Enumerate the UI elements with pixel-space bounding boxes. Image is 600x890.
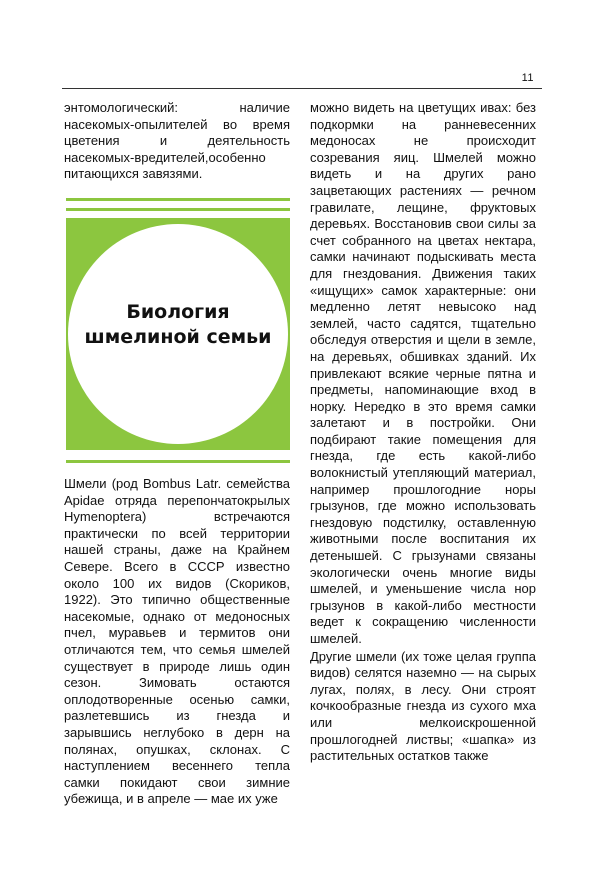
right-paragraph-1: можно видеть на цветущих ивах: без подкормки на ранневесенних медоносах не происходит созревания яиц. Шмелей можно видеть и на других рано зацветающих растениях — речном гравилате, лещине, фруктовых деревьях. Восстановив свои силы за счет собранного на цветах нектара, самки начинают подыскивать места для гнездования. Движения таких «ищущих» самок характерные: они медленно летят невысоко над землей, часто садятся, тщательно обследуя отверстия и щели в земле, на деревьях, обшивках зданий. Их привлекают всякие черные пятна и предметы, напоминающие вход в норку. Нередко в это время самки залетают и в постройки. Они подбирают такие помещения для гнезда, где есть какой-либо волокнистый утепляющий материал, например прошлогодние норы грызунов, где можно использовать гнездовую подстилку, оставленную животными после воспитания их детенышей. С грызунами связаны экологически очень многие виды шмелей, и уменьшение числа нор грызунов в какой-либо местности ведет к сокращению численности шмелей.	[310, 100, 536, 646]
right-column	[310, 100, 536, 765]
green-rule-upper	[66, 208, 290, 211]
header-rule	[62, 88, 542, 89]
intro-paragraph: энтомологический: наличие насекомых-опылителей во время цветения и деятельность насекомых-вредителей,особенно питающихся завязями.	[64, 100, 290, 182]
green-rule-bottom	[66, 460, 290, 463]
bumblebee-intro-paragraph: Шмели (род Bombus Latr. семейства Apidae отряда перепончатокрылых Hymenoptera) встречаются практически по всей территории нашей страны, даже на Крайнем Севере. Всего в СССР известно около 100 их видов (Скориков, 1922). Это типично общественные насекомые, однако от медоносных пчел, муравьев и термитов они отличаются тем, что семья шмелей существует в природе лишь один сезон. Зимовать остаются оплодотворенные осенью самки, разлетевшись из гнезда и зарывшись неглубоко в дерн на полянах, опушках, склонах. С наступлением весеннего тепла самки покидают свои зимние убежища, и в апреле — мае их уже	[64, 476, 290, 807]
chapter-title	[66, 300, 290, 350]
left-column-top	[64, 100, 290, 183]
chapter-title-line2: шмелиной семьи	[84, 326, 272, 348]
page-number: 11	[521, 72, 534, 84]
left-column-bottom	[64, 476, 290, 808]
chapter-title-line1: Биология	[126, 301, 230, 323]
chapter-title-box	[66, 218, 290, 450]
right-paragraph-2: Другие шмели (их тоже целая группа видов) селятся наземно — на сырых лугах, полях, в лесу. Они строят кочкообразные гнезда из сухого мха или мелкоискрошенной прошлогодней листвы; «шапка» из растительных остатков также	[310, 648, 536, 764]
green-rule-top	[66, 198, 290, 201]
